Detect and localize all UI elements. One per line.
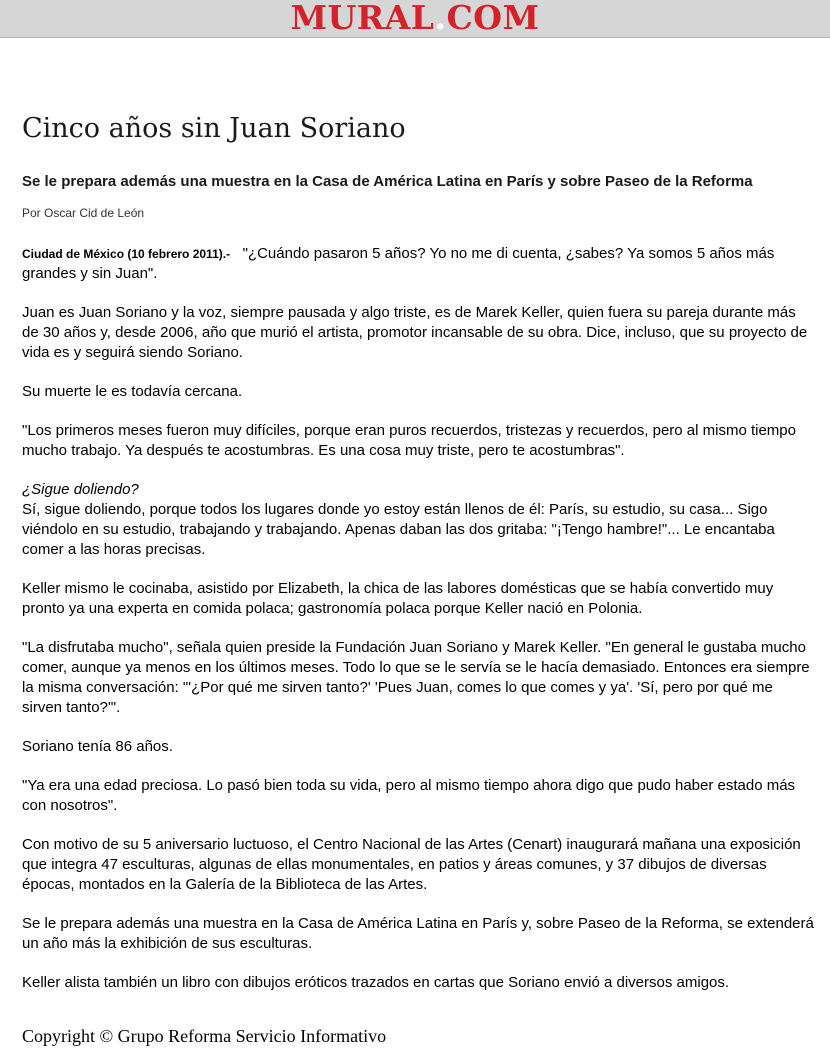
copyright-notice: Copyright © Grupo Reforma Servicio Informativo (22, 1026, 387, 1046)
paragraph-1-text: "¿Cuándo pasaron 5 años? Yo no me di cuenta, ¿sabes? Ya somos 5 años más grandes y sin Juan". (22, 245, 775, 282)
logo-tld: COM (446, 0, 540, 37)
article-body (22, 244, 814, 1012)
paragraph-6: Keller mismo le cocinaba, asistido por Elizabeth, la chica de las labores domésticas que se había convertido muy pronto ya una experta en comida polaca; gastronomía polaca porque Keller nació en Polonia. (22, 580, 774, 617)
interview-question: ¿Sigue doliendo? (22, 481, 139, 498)
mural-logo[interactable] (0, 1, 830, 35)
paragraph-5-text: Sí, sigue doliendo, porque todos los lugares donde yo estoy están llenos de él: París, su estudio, su casa... Sigo viéndolo en su estudio, trabajando y trabajando. Apenas daban las dos gritaba: "¡Tengo hambre!"... Le encantaba comer a las horas precisas. (22, 501, 775, 558)
paragraph-11: Se le prepara además una muestra en la Casa de América Latina en París y, sobre Paseo de la Reforma, se extenderá un año más la exhibición de sus esculturas. (22, 915, 814, 952)
paragraph-7: "La disfrutaba mucho", señala quien preside la Fundación Juan Soriano y Marek Keller. "En general le gustaba mucho comer, aunque ya menos en los últimos meses. Todo lo que se le servía se le hacía demasiado. Entonces era siempre la misma conversación: "'¿Por qué me sirven tanto?' 'Pues Juan, comes lo que comes y ya'. 'Sí, pero por qué me sirven tanto?'". (22, 639, 810, 716)
paragraph-question (22, 480, 814, 560)
paragraph-9: "Ya era una edad preciosa. Lo pasó bien toda su vida, pero al mismo tiempo ahora digo que pudo haber estado más con nosotros". (22, 777, 796, 814)
paragraph-10: Con motivo de su 5 aniversario luctuoso, el Centro Nacional de las Artes (Cenart) inaugurará mañana una exposición que integra 47 esculturas, algunas de ellas monumentales, en patios y áreas comunes, y 37 dibujos de diversas épocas, montados en la Galería de la Biblioteca de las Artes. (22, 836, 801, 893)
paragraph-2: Juan es Juan Soriano y la voz, siempre pausada y algo triste, es de Marek Keller, quien fuera su pareja durante más de 30 años y, desde 2006, año que murió el artista, promotor incansable de su obra. Dice, incluso, que su proyecto de vida es y seguirá siendo Soriano. (22, 304, 808, 361)
paragraph-intro (22, 244, 814, 284)
header-bar (0, 0, 830, 38)
paragraph-4: "Los primeros meses fueron muy difíciles, porque eran puros recuerdos, tristezas y recuerdos, pero al mismo tiempo mucho trabajo. Ya después te acostumbras. Es una cosa muy triste, pero te acostumbras". (22, 422, 796, 459)
dateline: Ciudad de México (10 febrero 2011).- (22, 247, 231, 261)
article-subtitle: Se le prepara además una muestra en la Casa de América Latina en París y sobre Paseo de la Reforma (22, 173, 753, 190)
logo-main: MURAL (290, 0, 435, 37)
paragraph-3: Su muerte le es todavía cercana. (22, 383, 243, 400)
article-title: Cinco años sin Juan Soriano (22, 113, 406, 144)
paragraph-8: Soriano tenía 86 años. (22, 738, 173, 755)
article-byline: Por Oscar Cid de León (22, 206, 145, 220)
logo-dot: . (434, 0, 447, 37)
paragraph-12: Keller alista también un libro con dibujos eróticos trazados en cartas que Soriano envió a diversos amigos. (22, 974, 730, 991)
